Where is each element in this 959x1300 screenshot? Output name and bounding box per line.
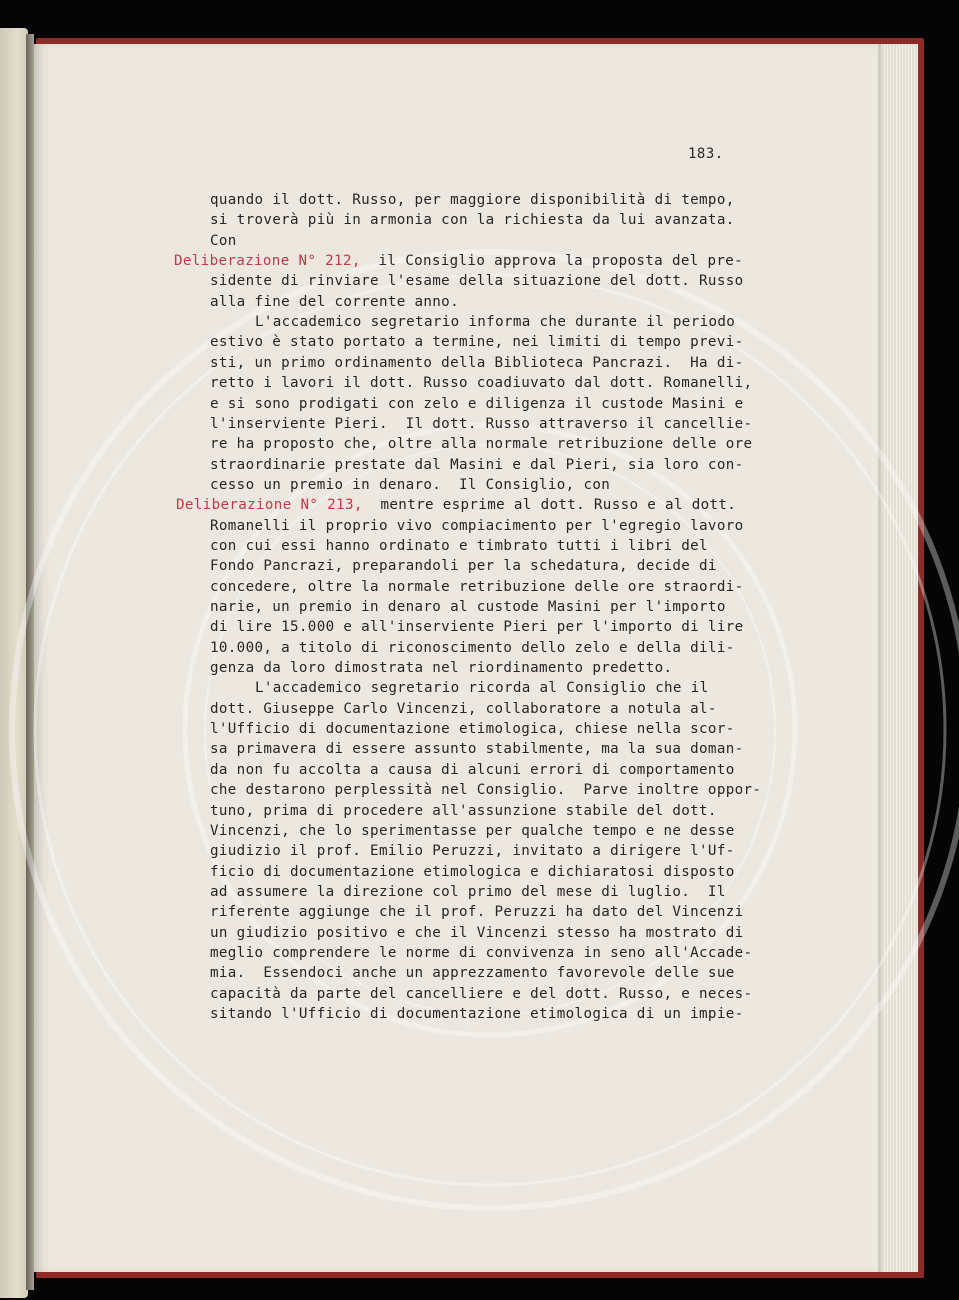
text-line xyxy=(210,516,744,536)
text-line xyxy=(210,699,717,719)
text-line xyxy=(210,719,735,739)
text-line xyxy=(210,597,726,617)
line-text: da non fu accolta a causa di alcuni errori di comportamento xyxy=(210,761,735,778)
text-line xyxy=(210,353,744,373)
line-text: Romanelli il proprio vivo compiacimento per l'egregio lavoro xyxy=(210,517,744,534)
text-line xyxy=(210,902,744,922)
text-line xyxy=(210,536,708,556)
text-line xyxy=(210,821,735,841)
line-text: di lire 15.000 e all'inserviente Pieri per l'importo di lire xyxy=(210,619,744,636)
line-text: ficio di documentazione etimologica e dichiaratosi disposto xyxy=(210,863,735,880)
line-text: ad assumere la direzione col primo del mese di luglio. Il xyxy=(210,883,726,900)
text-line xyxy=(210,780,761,800)
text-line xyxy=(210,658,672,678)
page-edges xyxy=(878,44,918,1272)
book-gutter xyxy=(26,34,34,1290)
text-line xyxy=(210,617,744,637)
line-text: un giudizio positivo e che il Vincenzi stesso ha mostrato di xyxy=(210,924,744,941)
line-text: Vincenzi, che lo sperimentasse per qualche tempo e ne desse xyxy=(210,822,735,839)
text-line xyxy=(210,190,735,210)
text-line xyxy=(210,373,752,393)
line-text: mia. Essendoci anche un apprezzamento favorevole delle sue xyxy=(210,965,735,982)
line-text: quando il dott. Russo, per maggiore disponibilità di tempo, xyxy=(210,192,735,208)
text-line xyxy=(210,841,735,861)
text-line xyxy=(210,801,717,821)
line-text: 10.000, a titolo di riconoscimento dello zelo e della dili- xyxy=(210,639,735,656)
deliberation-line xyxy=(176,495,736,515)
deliberation-label: Deliberazione N° 213, xyxy=(176,497,363,514)
text-line xyxy=(210,862,735,882)
text-line xyxy=(210,455,744,475)
line-text: retto i lavori il dott. Russo coadiuvato dal dott. Romanelli, xyxy=(210,375,753,392)
text-line xyxy=(210,292,459,312)
text-line xyxy=(210,271,744,291)
line-text: meglio comprendere le norme di convivenza in seno all'Accade- xyxy=(210,944,753,961)
line-text: dott. Giuseppe Carlo Vincenzi, collaboratore a notula al- xyxy=(210,700,717,717)
line-text: mentre esprime al dott. Russo e al dott. xyxy=(362,497,737,514)
line-text: sidente di rinviare l'esame della situazione del dott. Russo xyxy=(210,273,744,290)
line-text: straordinarie prestate dal Masini e dal Pieri, sia loro con- xyxy=(210,456,744,473)
line-text: sa primavera di essere assunto stabilmente, ma la sua doman- xyxy=(210,741,744,758)
deliberation-line xyxy=(174,251,743,271)
text-line xyxy=(210,760,735,780)
text-line xyxy=(210,943,752,963)
text-line xyxy=(210,882,726,902)
line-text: re ha proposto che, oltre alla normale retribuzione delle ore xyxy=(210,436,753,453)
line-text: L'accademico segretario ricorda al Consiglio che il xyxy=(255,680,709,697)
line-text: l'inserviente Pieri. Il dott. Russo attraverso il cancellie- xyxy=(210,415,753,432)
text-line xyxy=(210,332,744,352)
line-text: Con xyxy=(210,232,237,249)
text-line xyxy=(210,638,735,658)
line-text: alla fine del corrente anno. xyxy=(210,293,459,310)
line-text: si troverà più in armonia con la richiesta da lui avanzata. xyxy=(210,212,735,229)
text-line xyxy=(255,312,735,332)
line-text: giudizio il prof. Emilio Peruzzi, invitato a dirigere l'Uf- xyxy=(210,843,735,860)
text-line xyxy=(210,984,752,1004)
text-line xyxy=(210,434,752,454)
text-line xyxy=(210,210,735,230)
line-text: L'accademico segretario informa che durante il periodo xyxy=(255,314,736,331)
line-text: che destarono perplessità nel Consiglio. Parve inoltre oppor- xyxy=(210,782,762,799)
line-text: concedere, oltre la normale retribuzione delle ore straordi- xyxy=(210,578,744,595)
line-text: sti, un primo ordinamento della Biblioteca Pancrazi. Ha di- xyxy=(210,354,744,371)
line-text: genza da loro dimostrata nel riordinamento predetto. xyxy=(210,660,673,677)
line-text: cesso un premio in denaro. Il Consiglio, con xyxy=(210,476,611,493)
deliberation-label: Deliberazione N° 212, xyxy=(174,253,361,270)
line-text: estivo è stato portato a termine, nei limiti di tempo previ- xyxy=(210,334,744,351)
line-text: sitando l'Ufficio di documentazione etimologica di un impie- xyxy=(210,1006,744,1022)
text-line xyxy=(255,678,708,698)
line-text: tuno, prima di procedere all'assunzione stabile del dott. xyxy=(210,802,717,819)
line-text: e si sono prodigati con zelo e diligenza il custode Masini e xyxy=(210,395,744,412)
line-text: capacità da parte del cancelliere e del dott. Russo, e neces- xyxy=(210,985,753,1002)
line-text: Fondo Pancrazi, preparandoli per la schedatura, decide di xyxy=(210,558,717,575)
line-text: narie, un premio in denaro al custode Masini per l'importo xyxy=(210,599,726,615)
page-number: 183. xyxy=(688,146,724,162)
text-line xyxy=(210,923,744,943)
text-line xyxy=(210,475,610,495)
left-facing-page xyxy=(0,28,28,1298)
line-text: con cui essi hanno ordinato e timbrato tutti i libri del xyxy=(210,537,708,554)
text-line xyxy=(210,739,744,759)
text-line xyxy=(210,556,717,576)
text-line xyxy=(210,963,735,983)
text-line xyxy=(210,1004,744,1024)
text-line xyxy=(210,577,744,597)
line-text: l'Ufficio di documentazione etimologica, chiese nella scor- xyxy=(210,721,735,738)
line-text: il Consiglio approva la proposta del pre- xyxy=(360,253,744,270)
text-line xyxy=(210,394,744,414)
line-text: riferente aggiunge che il prof. Peruzzi ha dato del Vincenzi xyxy=(210,904,744,921)
text-line xyxy=(210,414,752,434)
text-line xyxy=(210,231,237,251)
